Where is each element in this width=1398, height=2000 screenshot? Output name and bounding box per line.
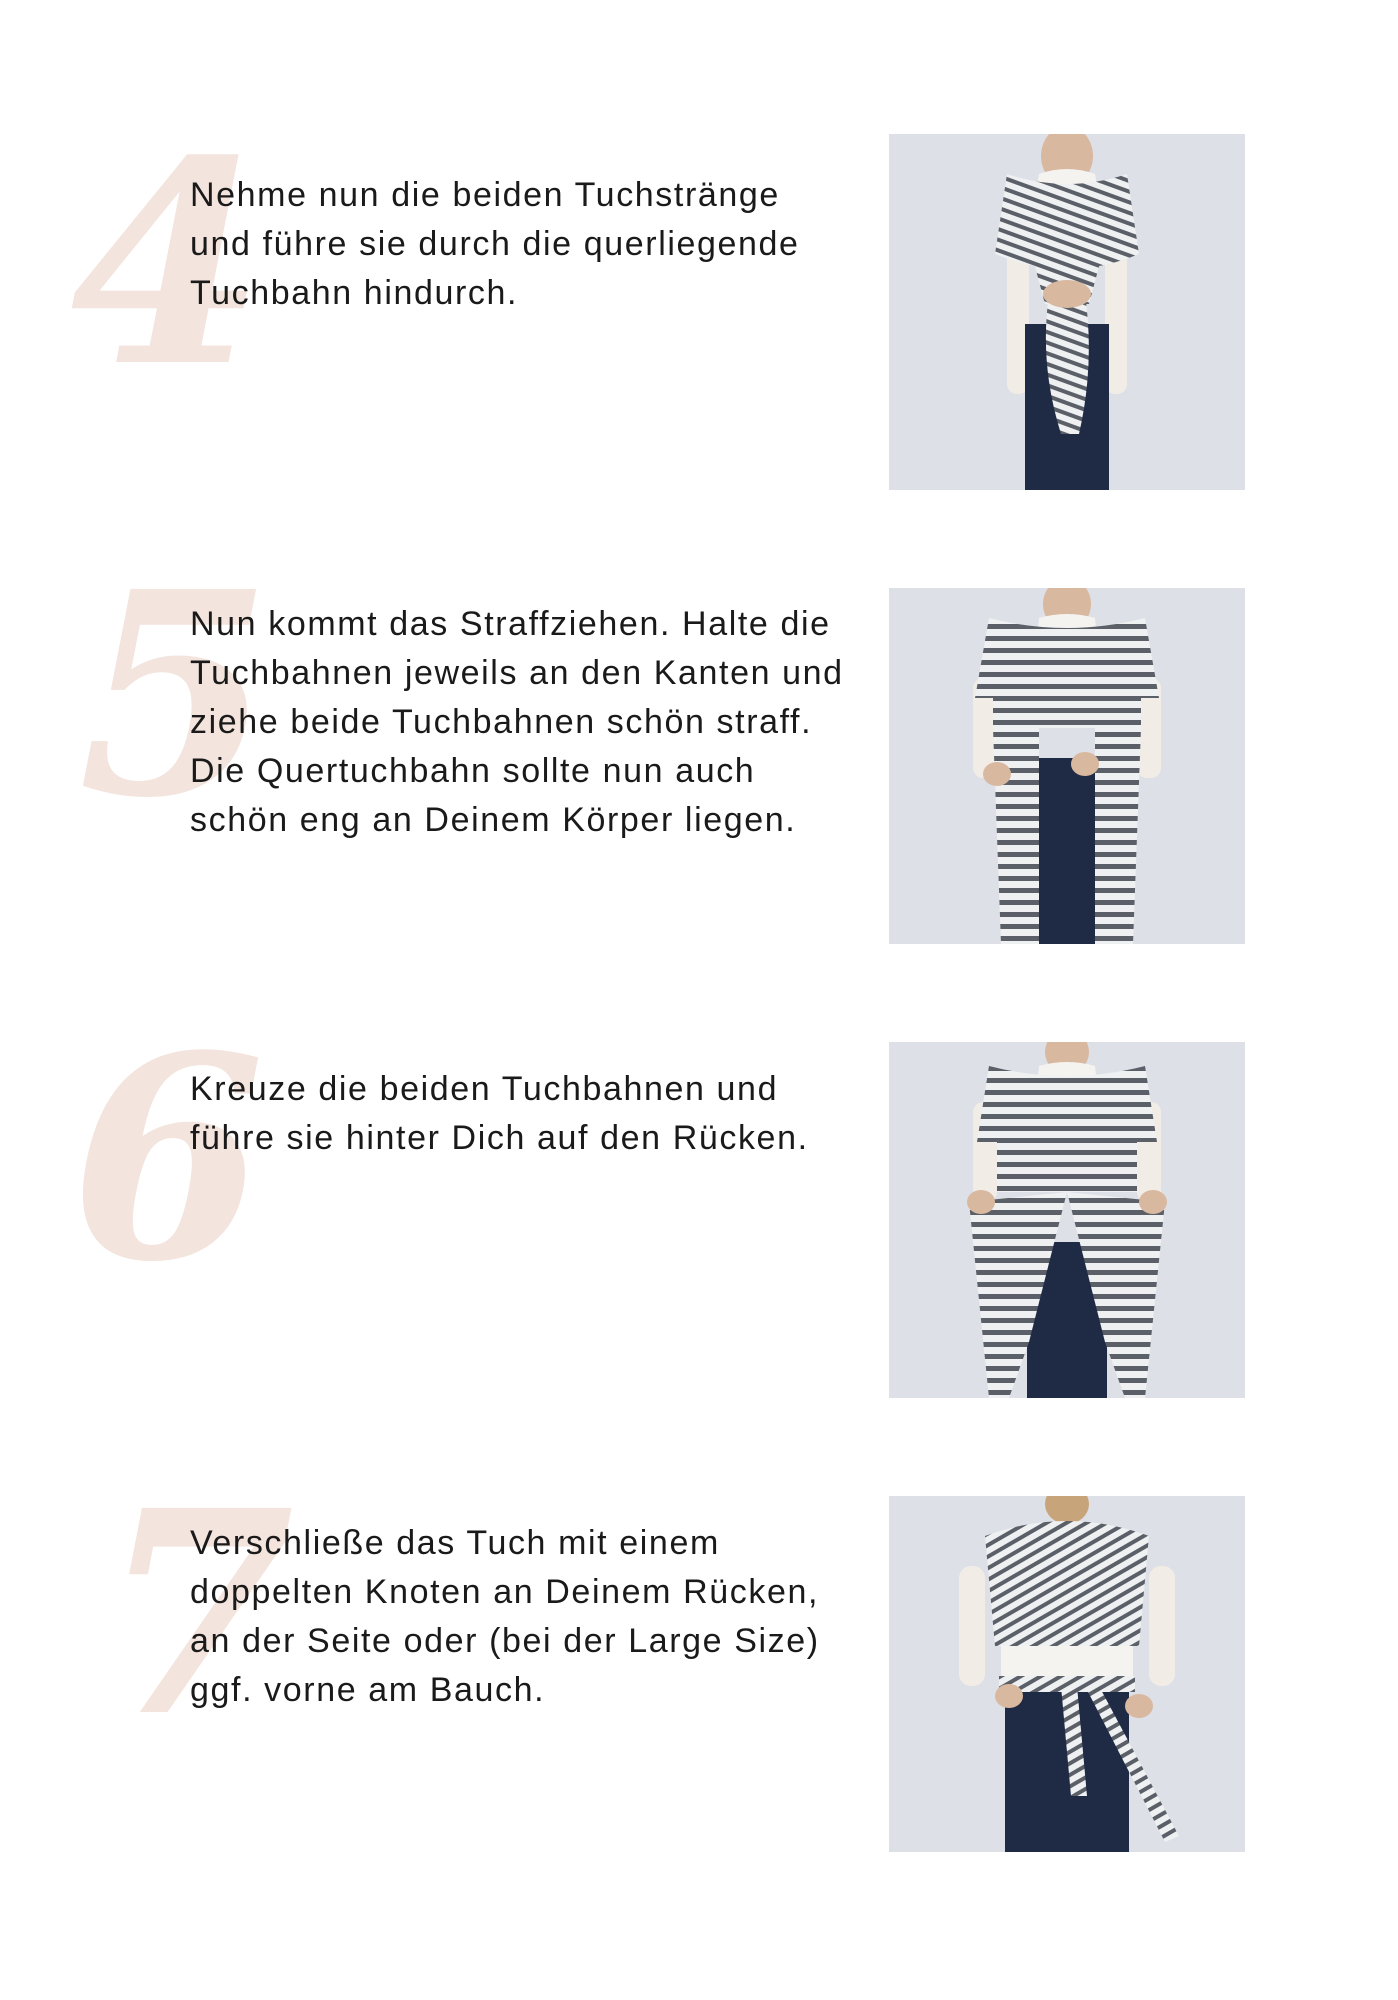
carrier-tightening-photo-icon bbox=[889, 588, 1245, 944]
step-text: Kreuze die beiden Tuchbahnen und führe sie hinter Dich auf den Rücken. bbox=[190, 1070, 809, 1157]
carrier-crossing-photo-icon bbox=[889, 1042, 1245, 1398]
step-number: 6 bbox=[70, 995, 265, 1324]
step-text: Nehme nun die beiden Tuchstränge und führe sie durch die querliegende Tuchbahn hindurch. bbox=[190, 176, 800, 312]
carrier-knot-photo-icon bbox=[889, 1496, 1245, 1852]
step-text: Verschließe das Tuch mit einem doppelten Knoten an Deinem Rücken, an der Seite oder (bei der Large Size) ggf. vorne am Bauch. bbox=[190, 1524, 820, 1709]
step-number: 4 bbox=[70, 100, 265, 429]
step-number: 7 bbox=[100, 1450, 295, 1779]
step-text: Nun kommt das Straffziehen. Halte die Tuchbahnen jeweils an den Kanten und ziehe beide Tuchbahnen schön straff. Die Quertuchbahn sollte nun auch schön eng an Deinem Körper liegen. bbox=[190, 605, 844, 839]
carrier-threading-photo-icon bbox=[889, 134, 1245, 490]
step-number: 5 bbox=[78, 531, 273, 860]
